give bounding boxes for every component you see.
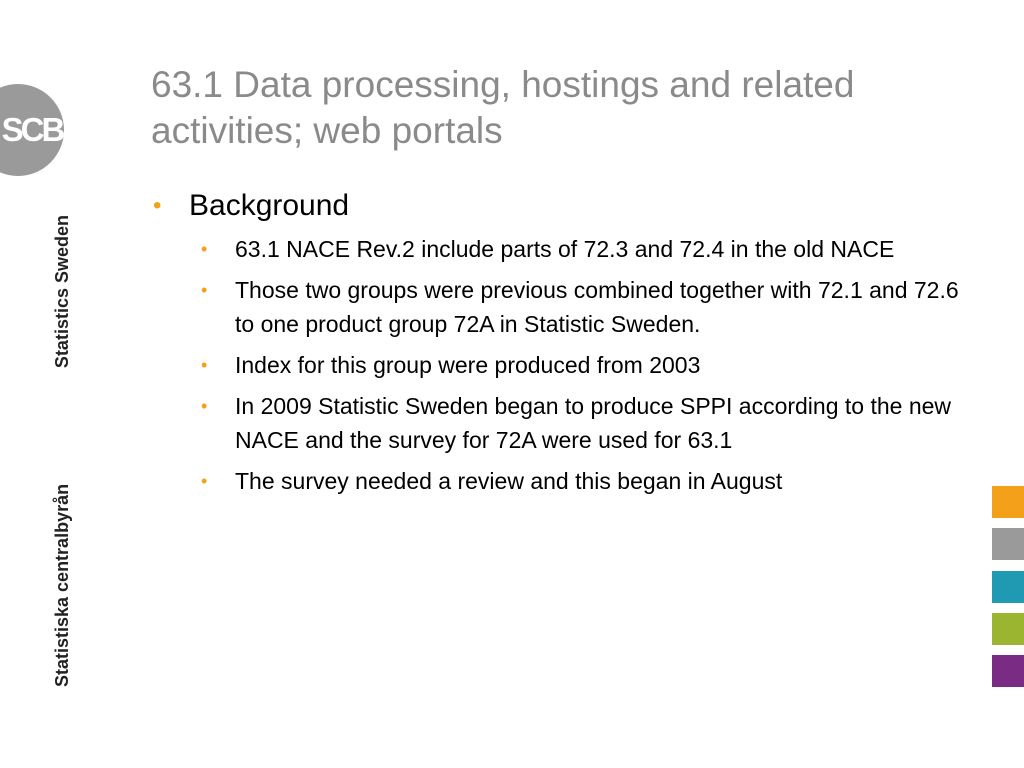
section-label: Background: [189, 189, 350, 222]
side-text-english: Statistics Sweden: [51, 215, 72, 369]
slide-content: [151, 186, 981, 505]
list-item: [201, 389, 981, 457]
bullet-icon: •: [201, 280, 208, 300]
color-swatch-orange: [992, 486, 1024, 518]
slide-title: 63.1 Data processing, hostings and related activities; web portals: [151, 64, 855, 151]
side-text-swedish: Statistiska centralbyrån: [51, 483, 72, 687]
scb-logo: [0, 84, 64, 176]
list-item-text: The survey needed a review and this began in August: [235, 468, 783, 494]
bullet-icon: •: [201, 396, 208, 416]
bullet-icon: •: [153, 192, 162, 219]
bullet-icon: •: [201, 471, 208, 491]
bullet-icon: •: [201, 355, 208, 375]
list-item: [201, 348, 981, 382]
color-swatch-purple: [992, 655, 1024, 687]
bullet-list: [151, 232, 981, 498]
color-swatch-green: [992, 613, 1024, 645]
scb-logo-text: SCB: [1, 111, 63, 148]
color-swatch-teal: [992, 571, 1024, 603]
list-item: [201, 232, 981, 266]
side-branding: [50, 215, 74, 687]
list-item: [201, 273, 981, 341]
color-swatch-gray: [992, 528, 1024, 560]
list-item: [201, 464, 981, 498]
list-item-text: Index for this group were produced from 2003: [235, 352, 701, 378]
list-item-text: 63.1 NACE Rev.2 include parts of 72.3 and 72.4 in the old NACE: [235, 236, 895, 262]
list-item-text: In 2009 Statistic Sweden began to produce SPPI according to the new NACE and the survey for 72A were used for 63.1: [235, 393, 952, 453]
section-heading: [151, 186, 981, 226]
list-item-text: Those two groups were previous combined together with 72.1 and 72.6 to one product group 72A in Statistic Sweden.: [235, 277, 959, 337]
bullet-icon: •: [201, 239, 208, 259]
